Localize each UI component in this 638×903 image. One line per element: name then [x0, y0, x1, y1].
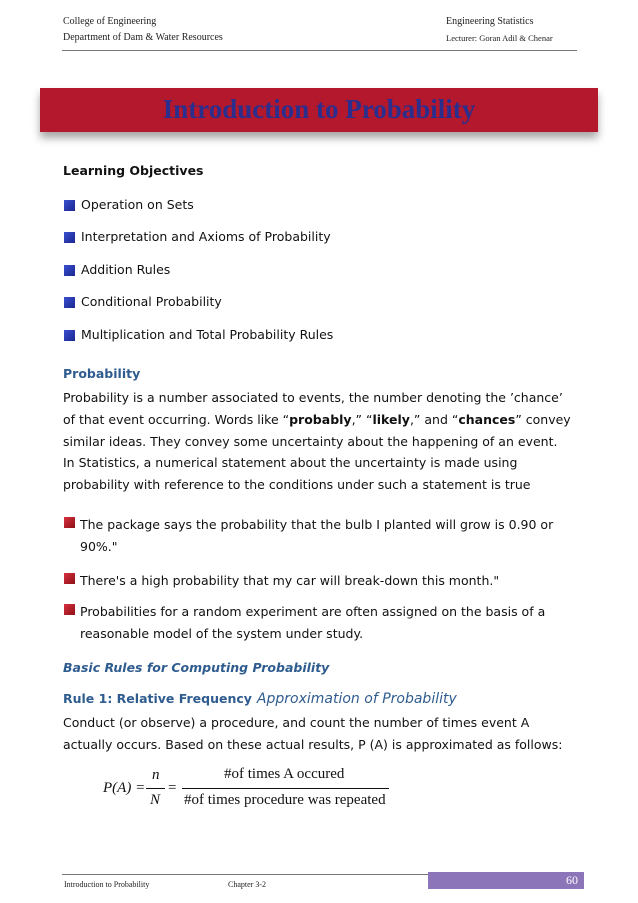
basic-rules-heading: Basic Rules for Computing Probability [63, 660, 330, 675]
probability-paragraph [63, 387, 593, 496]
fraction-bar [182, 788, 389, 789]
example-text: Probabilities for a random experiment are often assigned on the basis of a reasonable model of the system under study. [80, 604, 546, 641]
square-bullet-icon [64, 265, 75, 276]
paragraph-line: of that event occurring. Words like “probably,” “likely,” and “chances” convey [63, 411, 571, 427]
paragraph-line: Probability is a number associated to events, the number denoting the ’chance’ [63, 390, 563, 405]
header-college: College of Engineering [63, 16, 157, 27]
square-bullet-icon [64, 232, 75, 243]
fraction-bar [146, 788, 165, 789]
header-department: Department of Dam & Water Resources [63, 32, 223, 43]
square-bullet-icon [64, 297, 75, 308]
formula-numerator-n: n [152, 767, 160, 783]
example-text: There's a high probability that my car will break-down this month." [80, 573, 500, 588]
square-bullet-icon [64, 200, 75, 211]
square-bullet-icon [64, 573, 75, 584]
formula-numerator-text: #of times A occured [224, 766, 345, 782]
example-item [64, 601, 594, 645]
formula-denominator-N: N [150, 792, 161, 808]
probability-heading: Probability [63, 366, 141, 381]
example-text: The package says the probability that the bulb I planted will grow is 0.90 or 90%." [80, 517, 554, 554]
paragraph-line: similar ideas. They convey some uncertainty about the happening of an event. [63, 433, 558, 449]
page-number: 60 [566, 873, 578, 887]
objective-text: Multiplication and Total Probability Rules [81, 327, 334, 342]
example-item [64, 570, 594, 592]
footer-title: Introduction to Probability [64, 880, 150, 889]
objective-text: Interpretation and Axioms of Probability [81, 229, 331, 244]
rule1-title: Rule 1: Relative Frequency [63, 691, 252, 706]
paragraph-line: Conduct (or observe) a procedure, and count the number of times event A [63, 715, 530, 730]
header-course: Engineering Statistics [446, 16, 534, 27]
objective-text: Conditional Probability [81, 294, 222, 309]
header-divider [62, 50, 577, 51]
example-item [64, 514, 594, 558]
rule1-subtitle: Approximation of Probability [256, 691, 457, 707]
square-bullet-icon [64, 330, 75, 341]
page-title: Introduction to Probability [162, 94, 476, 124]
paragraph-line: probability with reference to the conditions under such a statement is true [63, 477, 531, 493]
paragraph-line: In Statistics, a numerical statement about the uncertainty is made using [63, 455, 518, 471]
footer-chapter: Chapter 3-2 [228, 880, 266, 889]
objective-text: Addition Rules [81, 262, 171, 277]
formula-lhs: P(A) = [103, 780, 146, 796]
header-lecturer: Lecturer: Goran Adil & Chenar [446, 33, 553, 43]
rule1-paragraph [63, 712, 593, 756]
learning-objectives-heading: Learning Objectives [63, 163, 204, 178]
square-bullet-icon [64, 604, 75, 615]
emphasis-probably: probably [289, 411, 352, 427]
emphasis-likely: likely [372, 411, 410, 427]
emphasis-chances: chances [458, 411, 516, 427]
formula-denominator-text: #of times procedure was repeated [184, 792, 386, 808]
objective-text: Operation on Sets [81, 197, 194, 212]
square-bullet-icon [64, 517, 75, 528]
paragraph-line: actually occurs. Based on these actual results, P (A) is approximated as follows: [63, 736, 563, 752]
formula-equals: = [168, 780, 177, 796]
rule1-heading [63, 691, 457, 707]
